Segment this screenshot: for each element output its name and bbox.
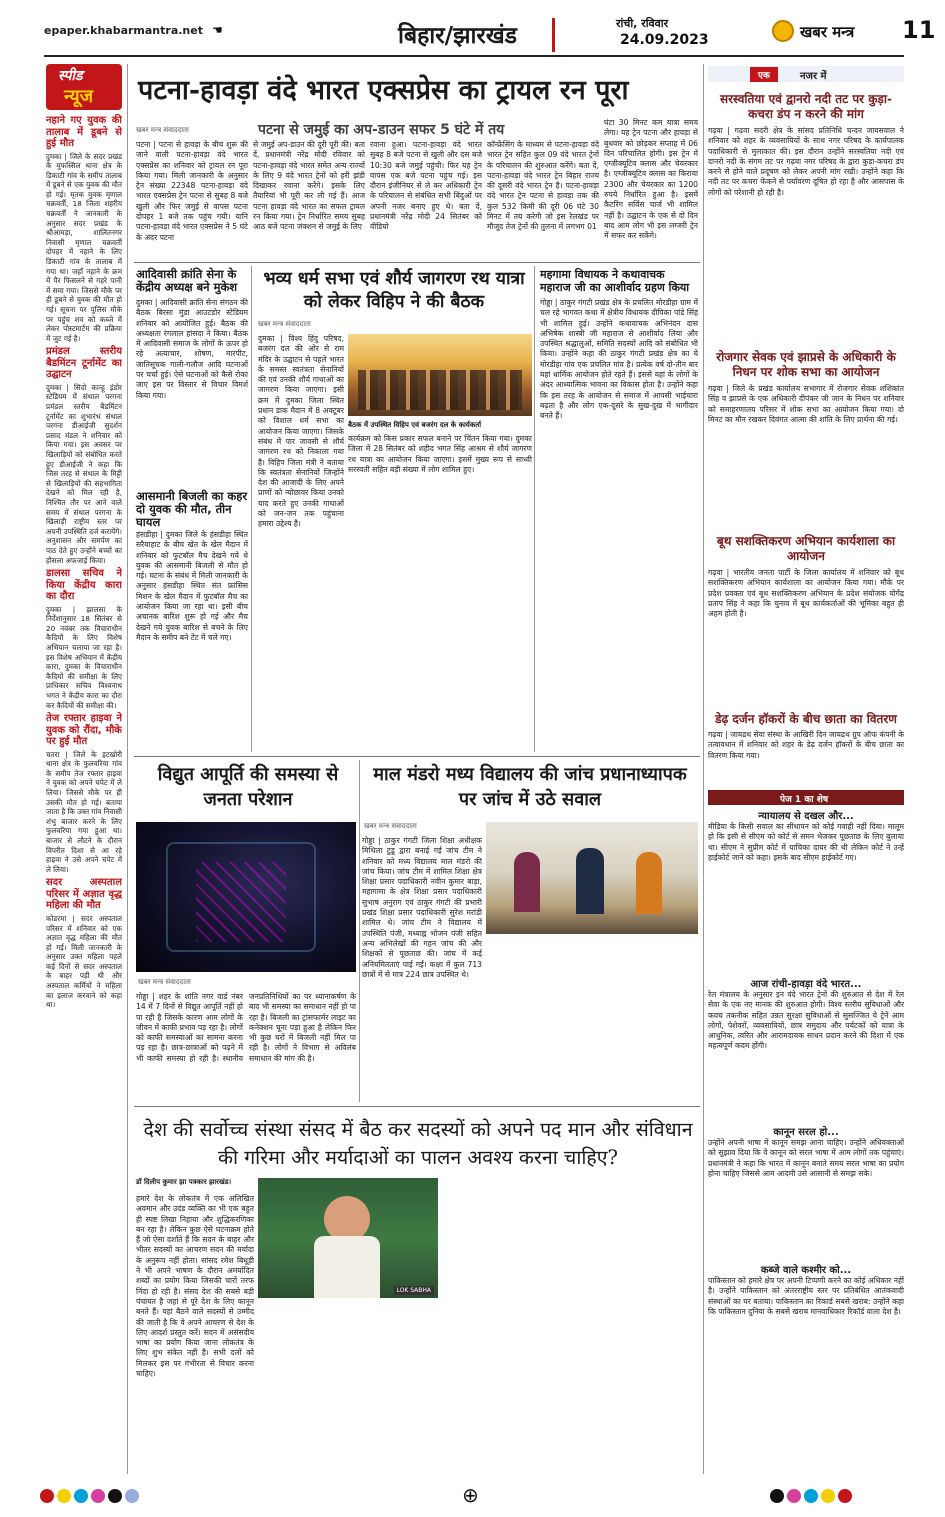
masthead: [0, 0, 945, 62]
sidebar-tag-ek: एक: [750, 67, 778, 82]
dharm-sabha-caption: बैठक में उपस्थित विहिप एवं बजरंग दल के कार्यकर्ता: [348, 421, 482, 429]
parliament-headline: देश की सर्वोच्च संस्था संसद में बैठ कर सदस्यों को अपने पद मान और संविधान की गरिमा और मर्यादाओं का पालन अवश्य करना चाहिए?: [143, 1118, 693, 1169]
parliament-body-2: [258, 1302, 438, 1472]
main-col-1: पटना | पटना से हावड़ा के बीच शुरू की जाने वाली पटना-हावड़ा वंदे भारत एक्सप्रेस का शनिवार को ट्रायल रन पूरा किया गया। मिली जानकारी के अनुसार ट्रेन संख्या 22348 पटना-हावड़ा वंदे भारत एक्सप्रेस ट्रेन पटना से सुबह 8 बजे खुली और फिर जमुई से वापस पटना दोपहर 1 बजे तक पहुंच गयी। यानि पटना-हावड़ा वंदे भारत एक्सप्रेस ने 5 घंटे के अंदर पटना: [136, 140, 248, 242]
speed-news-body: चतरा | जिले के इटखोरी थाना क्षेत्र के फुलवरिया गांव के समीप तेज रफ्तार हाइवा ने युवक को अपने चपेट में ले लिया। जिससे मौके पर ही उसकी मौत हो गई। बताया जाता है कि उक्त गांव निवासी शंभु बाजार करने के लिए फुलवरिया गया हुआ था। बाजार से लौटने के दौरान विपरीत दिशा से आ रहे हाइवा ने उसे अपने चपेट में ले लिया।: [46, 749, 122, 874]
speed-news-logo: [46, 64, 122, 110]
main-col-4: कॉन्फ्रेंसिंग के माध्यम से पटना-हावड़ा वंदे भारत ट्रेन सहित कुल 09 वंदे भारत ट्रेनों के परिचालन की शुरुआत करेंगे। बता दें, पटना-हावड़ा वंदे भारत ट्रेन बिहार राज्य की दूसरी वंदे भारत ट्रेन है। पटना-हावड़ा वंदे भारत ट्रेन पटना से हावड़ा तक की कुल 532 किमी की दूरी 06 घंटे 30 मिनट में तय करेगी जो इस रेलखंड पर मौजूद तेज ट्रेनों की तुलना में लगभग 01: [487, 140, 599, 232]
dharm-sabha-body: दुमका | विश्व हिंदु परिषद, बजरंग दल की ओर से राम मंदिर के उद्घाटन से पहले भारत के समस्त स्वतंत्रता सेनानियों की एवं उनकी शौर्य गाथाओं का जागरण किया जाएगा। इसी क्रम में दुमका जिला स्थित प्रधान डाक मैदान में 8 अक्टूबर को विशाल धर्म सभा का आयोजन किया जाएगा। जिसके संबंध में पार जावसी से शौर्य जागरण रथ को निकाला गया है। विहिप जिला मंत्री ने बताया कि स्वतंत्रता सेनानियों जिन्होंने देश की आजादी के लिए अपने प्राणों को न्योछावर किया उनको याद करते हुए उनकी गाथाओं को जन-जन तक पहुंचाना हमारा उद्देश्य है।: [258, 334, 344, 529]
school-divider: [359, 760, 360, 1102]
registration-marks-right: [770, 1488, 855, 1507]
electricity-body: गोड्डा | शहर के शांति नगर वार्ड नंबर 14 में 7 दिनों से विद्युत आपूर्ति नहीं हो पा रही है जिसके कारण आम लोगों के जीवन में काफी प्रभाव पड़ रहा है। लोगों को काफी समस्याओं का सामना करना पड़ रहा है। छात्र-छात्राओं को पढ़ने में भी काफी समस्या हो रही है। स्थानीय जनप्रतिनिधियों का पर ध्यानाकर्षण के बाद भी समस्या का समाधान नहीं हो पा रहा है। बिजली का ट्रांसफार्मर लाइट का कनेक्शन चूना पड़ा हुआ है लेकिन फिर भी कुछ घरों में बिजली नहीं मिल पा रही है। लोगों ने विभाग से अविलंब समाधान की मांग की है।: [136, 992, 356, 1063]
speed-news-title: सदर अस्पताल परिसर में अज्ञात वृद्ध महिला की मौत: [46, 877, 122, 912]
electricity-byline: खबर मन्त्र संवाददाता: [138, 978, 191, 986]
lok-sabha-tag: LOK SABHA: [394, 1286, 434, 1295]
header-divider: [552, 18, 555, 52]
brand-name: खबर मन्त्र: [800, 23, 855, 41]
parliament-byline: डॉ दिलीप कुमार झा पत्रकार झारखंड।: [136, 1178, 232, 1186]
parliament-photo: [258, 1178, 438, 1298]
main-story-bottom-rule: [134, 262, 700, 263]
main-byline: खबर मन्त्र संवाददाता: [136, 126, 189, 134]
speed-news-item: [46, 713, 122, 874]
main-subhead: पटना से जमुई का अप-डाउन सफर 5 घंटे में तय: [258, 122, 505, 138]
header-city-day: रांची, रविवार: [616, 17, 669, 30]
editorial-1-title: न्यायालय से दखल और...: [758, 811, 854, 822]
speed-news-title: नहाने गए युवक की तालाब में डूबने से हुई मौत: [46, 115, 122, 149]
editorial-3-body: उन्होंने अपनी भाषा में कानून समझ आना चाहिए। उन्होंने अधिवक्ताओं को सुझाव दिया कि वे कानून को सरल भाषा में आम लोगों तक पहुंचाएं। प्रधानमंत्री ने कहा कि भारत में कानून बनाते समय सरल भाषा का प्रयोग होना चाहिए जिससे आम आदमी उसे आसानी से समझ सके।: [708, 1138, 904, 1178]
lightning-body: हंसडीहा | दुमका जिले के हंसडीहा स्थित सरैयाहाट के बीच खेत के खेल मैदान में शनिवार को फुटबॉल मैच देखने गये थे युवक की आसमानी बिजली से मौत हो गई। घटना के संबंध में मिली जानकारी के अनुसार हंसडीहा स्थित संत फ्रांसिस मिशन के खेल मैदान में फुटबॉल मैच का आयोजन किया जा रहा था। इसी बीच अचानक बारिश शुरू हो गई और मैच देखने गये युवक बारिश से बचने के लिए मैदान के समीप बने टेंट में चले गए।: [136, 530, 248, 642]
school-byline: खबर मन्त्र संवाददाता: [364, 822, 417, 830]
speed-news-body: दुमका | सिदो कान्हू इंडोर स्टेडियम में संथाल परगना प्रमंडल स्तरीय बैडमिंटन टूर्नामेंट का शुभारंभ संथाल परगना डीआईजी सुदर्शन प्रसाद मंडल ने शनिवार को किया गया। इस अवसर पर खिलाड़ियों को संबोधित करते हुए डीआईजी ने कहा कि जिस तरह से संथाल के मिट्टी से खिलाड़ियों की सहभागिता देखने को मिल रही है, निश्चित तौर पर आने वाले समय में संथाल परगना के खिलाड़ी राष्ट्रीय स्तर पर अपनी उपस्थिति दर्ज करायेंगे। अनुशासन और समर्पण का पाठ देते हुए उन्होंने बच्चों का हौसला अफजाई किया।: [46, 382, 122, 565]
editorial-4-body: पाकिस्तान को हमारे क्षेत्र पर अपनी टिप्पणी करने का कोई अधिकार नहीं है। उन्होंने पाकिस्तान को अंतरराष्ट्रीय स्तर पर प्रतिबंधित आतंकवादी संस्थाओं का घर बताया। पाकिस्तान का रिकार्ड सबसे खराब: उन्होंने कहा कि पाकिस्तान दुनिया के सबसे खराब मानवाधिकार रिकॉर्ड वाला देश है।: [708, 1276, 904, 1316]
speed-news-title: तेज रफ्तार हाइवा ने युवक को रौंदा, मौके पर हुई मौत: [46, 713, 122, 748]
electricity-headline: विद्युत आपूर्ति की समस्या से जनता परेशान: [157, 764, 339, 810]
speed-news-item: [46, 346, 122, 565]
registration-target-icon: ⊕: [462, 1483, 479, 1507]
adivasi-headline: आदिवासी क्रांति सेना के केंद्रीय अध्यक्ष बने मुकेश: [136, 267, 238, 294]
dharm-sabha-byline: खबर मन्त्र संवाददाता: [258, 320, 311, 328]
sidebar-item-1-title: सरस्वतिया एवं द्वानरो नदी तट पर कुड़ा-कचरा डंप न करने की मांग: [720, 92, 892, 121]
dharm-sabha-headline: भव्य धर्म सभा एवं शौर्य जागरण रथ यात्रा को लेकर विहिप ने की बैठक: [263, 269, 525, 312]
sidebar-tag: [708, 66, 904, 82]
registration-marks-left: [40, 1488, 142, 1507]
editorial-1-body: मीडिया के किसी सवाल का सीधापन को कोई गवाही नहीं दिया। मालूम हो कि इसी से सीएम को कोर्ट से समन भेजकर पूछताछ के लिए बुलाया था। सीएम ने सुप्रीम कोर्ट में याचिका दायर की थी लेकिन कोर्ट ने उन्हें हाईकोर्ट जाने को कहा। इसके बाद सीएम हाईकोर्ट गए।: [708, 822, 904, 862]
editorial-4-title: कब्जे वाले कश्मीर को...: [760, 1265, 852, 1276]
school-body: गोड्डा | ठाकुर गंगटी जिला शिक्षा अधीक्षक मिथिला टुडू द्वारा बनाई गई जांच टीम ने शनिवार को मध्य विद्यालय माल मंडरो की जांच किया। जांच टीम में शामिल शिक्षा क्षेत्र शिक्षा प्रसार पदाधिकारी नवीन कुमार बाड़ा, महागामा के क्षेत्र शिक्षा प्रसार पदाधिकारी सुभाष अनुराग एवं ठाकुर गंगटी की प्रभारी प्रखंड शिक्षा प्रसार पदाधिकारी सुरेश मरांडी शामिल थे। जांच टीम ने विद्यालय में उपस्थिति पंजी, मध्याह्न भोजन पंजी सहित अन्य अभिलेखों की गहन जांच की और शिक्षकों से पूछताछ की। जांच में कई अनियमितताएं पाई गईं। कक्षा में कुल 713 छात्रों में से मात्र 224 छात्र उपस्थित थे।: [362, 836, 482, 979]
sidebar-item-2-title: रोजगार सेवक एवं झाप्रसे के अधिकारी के निधन पर शोक सभा का आयोजन: [716, 350, 896, 379]
parliament-body: हमारे देश के लोकतंत्र में एक अलिखित अवमान और उदंड व्यक्ति का भी एक बहुत ही स्पष्ट लिखा निहाया और शुद्धिकरणिका बन रहा है। लेकिन कुछ ऐसे घटनाक्रम होते हैं जो ऐसा दर्शाते हैं कि सदन के बाहर और भीतर सदस्यों का आचरण सदन की मर्यादा के अनुरूप नहीं होता। सांसद रमेश बिधूड़ी ने भी अपने भाषण के दौरान अमर्यादित शब्दों का प्रयोग किया जिसकी चारों तरफ निंदा हो रही है। संसद देश की सबसे बड़ी पंचायत है जहां से पूरे देश के लिए कानून बनते हैं। यहां बैठने वाले सदस्यों से उम्मीद की जाती है कि वे अपने आचरण से देश के लिए आदर्श प्रस्तुत करें। सदन में असंसदीय भाषा का प्रयोग किया जाना लोकतंत्र के लिए शुभ संकेत नहीं है। सभी दलों को मिलकर इस पर गंभीरता से विचार करना चाहिए।: [136, 1194, 254, 1379]
brand-logo-icon: [772, 20, 794, 42]
sidebar-item-1-body: गढ़वा | गढ़वा सदरी क्षेत्र के सांसद प्रतिनिधि चन्दन जायसवाल ने शनिवार को शहर के व्यवसायियों के साथ नगर परिषद के कार्यपालक पदाधिकारी से मुलाकात की। इस दौरान उन्होंने सरस्वतिया नदी एवं दानरो नदी के संगम तट पर गढ़वा नगर परिषद के द्वारा कुड़ा-कचरा डंप करने से होने वाले प्रदूषण को लेकर अपनी मांग रखी। उन्होंने कहा कि नदी तट पर कचरा फेंकने से पर्यावरण दूषित हो रहा है और आसपास के लोगों को परेशानी हो रही है।: [708, 126, 904, 197]
sidebar-item-3-body: गढ़वा | भारतीय जनता पार्टी के जिला कार्यालय में शनिवार को बूथ सशक्तिकरण अभियान कार्यशाला का आयोजन किया गया। मौके पर प्रदेश प्रवक्ता एवं बूथ सशक्तिकरण अभियान के प्रदेश संयोजक योगेंद्र प्रताप सिंह ने कहा कि चुनाव में बूथ कार्यकर्ताओं की भूमिका बहुत ही अहम होती है।: [708, 568, 904, 619]
speed-news-body: दुमका | झालसा के निर्देशानुसार 18 सितंबर से 20 नवंबर तक विचाराधीन कैदियों के लिए विशेष अभियान चलाया जा रहा है। इस विशेष अभियान में केंद्रीय कारा, दुमका के विचाराधीन कैदियों की समीक्षा के लिए प्राधिकार सचिव विश्वनाथ भगत ने केंद्रीय कारा का दौरा कर कैदियों की समीक्षा की।: [46, 604, 122, 710]
header-rule: [44, 55, 904, 57]
lightning-headline: आसमानी बिजली का कहर दो युवक की मौत, तीन घायल: [136, 489, 248, 529]
header-date: 24.09.2023: [620, 32, 709, 48]
left-column-divider: [127, 64, 128, 1474]
speed-news-item: [46, 877, 122, 1009]
sidebar-tag-title: नजर में: [800, 71, 827, 82]
sidebar-item-4-body: गढ़वा | जायद्रथ सेवा संस्था के आखिरी दिन जायद्रथ ग्रुप ऑफ कंपनी के तत्वावधान में शनिवार को शहर के डेढ़ दर्जन हॉकरों के बीच छाता का वितरण किया गया।: [708, 730, 904, 760]
cursor-icon: ☚: [212, 23, 223, 37]
main-headline: पटना-हावड़ा वंदे भारत एक्सप्रेस का ट्रायल रन पूरा: [138, 75, 629, 106]
speed-news-body: दुमका | जिले के सदर प्रखंड के मुफस्सिल थाना क्षेत्र के डिकाटी गांव के समीप तालाब में डूबने से एक युवक की मौत हो गई। मृतक युवक मृणाल चक्रवर्ती, 18 जिला शहरीय चक्रवर्ती ने जानकारी के अनुसार सदर प्रखंड के श्रीआमड़ा, शालितनगर निवासी मृणाल चक्रवर्ती दोपहर में नहाने के लिए डिकाटी गांव के तालाब में गया था। जहाँ नहाने के क्रम में पैर फिसलने से गहरे पानी में समा गया। जिससे मौके पर ही डूबने से युवक की मौत हो गई। सूचना पर पुलिस मौके पर पहुंच शव को कब्जे में लेकर पोस्टमार्टम की प्रक्रिया में जुट गई है।: [46, 151, 122, 343]
sidebar-item-2-body: गढ़वा | जिले के प्रखंड कार्यालय सभागार में रोजगार सेवक शशिकांत सिंह व झाप्रसे के एक अधिकारी दीपंकर जी जान के निधन पर शनिवार को समाहरणालय परिसर में शोक सभा का आयोजन किया गया। दो मिनट का मौन रखकर दिवंगत आत्मा की शांति के लिए प्रार्थना की गई।: [708, 384, 904, 424]
speed-news-item: [46, 568, 122, 710]
main-col-5: घंटा 30 मिनट कम यात्रा समय लेगा। यह ट्रेन पटना और हावड़ा से बुधवार को छोड़कर सप्ताह में 06 दिन परिचालित होगी। इस ट्रेन में एग्जीक्यूटिव क्लास और चेयरकार है। एग्जीक्यूटिव क्लास का किराया 2300 और चेयरकार का 1200 रुपये निर्धारित हुआ है। इसमें कैटरिंग सर्विस चार्ज भी शामिल नहीं है। उद्घाटन के एक से दो दिन बाद आम लोग भी इस लग्जरी ट्रेन में सफर कर सकेंगे।: [604, 118, 698, 241]
speed-news-item: [46, 115, 122, 343]
right-column-divider: [703, 64, 704, 1474]
main-col-2: से जमुई अप-डाउन की दूरी पूरी की। बता दें, प्रधानमंत्री नरेंद्र मोदी रविवार को पटना-हावड़ा वंदे भारत समेत अन्य राज्यों के लिए 9 वंदे भारत ट्रेनों को हरी झंडी दिखाकर रवाना करेंगे। इसके लिए तैयारियां भी पूरी कर ली गई हैं। आज पटना हावड़ा वंदे भारत का सफल ट्रायल रन किया गया। ट्रेन निर्धारित समय सुबह आठ बजे पटना जंक्शन से जमुई के लिए: [253, 140, 365, 232]
continued-strip-label: पेज 1 का शेष: [780, 795, 829, 805]
school-photo: [486, 822, 698, 934]
adivasi-body: दुमका | आदिवासी क्रांति सेना संगठन की बैठक बिरसा मुंडा आउटडोर स्टेडियम शनिवार को आयोजित हुई। बैठक की अध्यक्षता रंगलाल हांसदा ने किया। बैठक में आदिवासी समाज के लोगों के ऊपर हो रहे अत्याचार, शोषण, मारपीट, जातिसूचक गाली-गलौज आदि घटनाओं पर चर्चा हुई। ऐसे घटनाओं को कैसे रोका जाए इस पर विस्तार से विचार विमर्श किया गया।: [136, 298, 248, 400]
editorial-2-body: रेल मंत्रालय के अनुसार इन वंदे भारत ट्रेनों की शुरुआत से देश में रेल सेवा के एक नए मानक की शुरुआत होगी। विश्व स्तरीय सुविधाओं और कवच तकनीक सहित उन्नत सुरक्षा सुविधाओं से सुसज्जित ये ट्रेनें आम लोगों, पेशेवरों, व्यवसायियों, छात्र समुदाय और पर्यटकों को यात्रा के आधुनिक, त्वरित और आरामदायक साधन प्रदान करने की दिशा में एक महत्वपूर्ण कदम होंगी।: [708, 990, 904, 1051]
parliament-body-3: [442, 1178, 698, 1472]
school-headline: माल मंडरो मध्य विद्यालय की जांच प्रधानाध्यापक पर जांच में उठे सवाल: [373, 764, 687, 810]
section-label: बिहार/झारखंड: [398, 22, 517, 49]
speed-news-logo-bottom: न्यूज: [64, 86, 94, 107]
school-body-2: [486, 938, 698, 1102]
dharm-sabha-body-2: कार्यक्रम को किस प्रकार सफल बनाने पर चिंतन किया गया। दुमका जिला में 28 सितंबर को शहीद भगत सिंह आश्रम से शौर्य जागरण रथ यात्रा का आयोजन किया जाएगा। इसमें मुख्य रूप से साध्वी सरस्वती सहित बड़ी संख्या में लोग शामिल हुए।: [348, 434, 532, 474]
speed-news-title: डालसा सचिव ने किया केंद्रीय कारा का दौरा: [46, 568, 122, 603]
editorial-3-title: कानून सरल हो...: [773, 1127, 839, 1138]
continued-strip: [708, 790, 904, 805]
main-col-3: रवाना हुआ। पटना-हावड़ा वंदे भारत सुबह 8 बजे पटना से खुली और दस बजे 10:30 बजे जमुई पहुंची। फिर यह ट्रेन वापस एक बजे पटना पहुंच गई। इस दौरान इंजीनियर से ले कर अधिकारी ट्रेन के परिचालन से संबंधित सभी बिंदुओं पर अपनी नजर बनाए हुए थे। बता दें, प्रधानमंत्री नरेंद्र मोदी 24 सितंबर को वीडियो: [370, 140, 482, 232]
dharm-sabha-photo: [348, 334, 532, 416]
editorial-2-title: आज रांची-हावड़ा वंदे भारत...: [750, 979, 862, 990]
page-number: 11: [902, 16, 936, 44]
mahagama-body: गोड्डा | ठाकुर गंगटी प्रखंड क्षेत्र के प्रचलित मोरडीहा ग्राम में चल रहे भागवत कथा में क्षेत्रीय विधायक दीपिका पांडे सिंह भी शामिल हुई। उन्होंने कथावाचक अभिनंदन दास अभिषेक शास्त्री जी महाराज से आशीर्वाद लिया और उपस्थित श्रद्धालुओं, समिति सदस्यों आदि को संबोधित भी किया। उन्होंने कहा की ठाकुर गंगटी प्रखंड क्षेत्र का ये मोरडीहा गांव एक प्रचलित गांव है। प्रत्येक वर्ष दो-तीन बार यहां धार्मिक आयोजन होते रहते हैं। इससे यहां के लोगों के अंदर आध्यात्मिक भावना का विकास होता है। उन्होंने कहा कि इस तरह के आयोजन से समाज में आपसी भाईचारा बढ़ता है और लोग एक-दूसरे के सुख-दुख में भागीदार बनते हैं।: [540, 298, 698, 421]
speed-news-body: कोडरमा | सदर अस्पताल परिसर में शनिवार को एक अज्ञात वृद्ध महिला की मौत हो गई। मिली जानकारी के अनुसार उक्त महिला पहले कई दिनों से सदर अस्पताल के बाहर पड़ी थी और अस्पताल कर्मियों ने महिला का इलाज करवाने को कहा था।: [46, 913, 122, 1010]
speed-news-logo-top: स्पीड: [58, 68, 83, 84]
sidebar-item-3-title: बूथ सशक्तिकरण अभियान कार्यशाला का आयोजन: [716, 534, 896, 563]
site-url[interactable]: epaper.khabarmantra.net: [44, 24, 203, 37]
mahagama-headline: महगामा विधायक ने कथावाचक महाराज जी का आशीर्वाद ग्रहण किया: [540, 268, 690, 294]
adivasi-divider: [251, 266, 252, 752]
sidebar-item-4-title: डेढ़ दर्जन हॉकरों के बीच छाता का वितरण: [715, 712, 897, 726]
speed-news-column: [46, 112, 122, 1477]
lower-horizontal-rule: [134, 1106, 700, 1107]
dharm-sabha-divider: [534, 266, 535, 752]
electricity-photo: [136, 822, 356, 972]
mid-horizontal-rule: [134, 756, 700, 757]
speed-news-title: प्रमंडल स्तरीय बैडमिंटन टूर्नामेंट का उद्घाटन: [46, 346, 122, 381]
